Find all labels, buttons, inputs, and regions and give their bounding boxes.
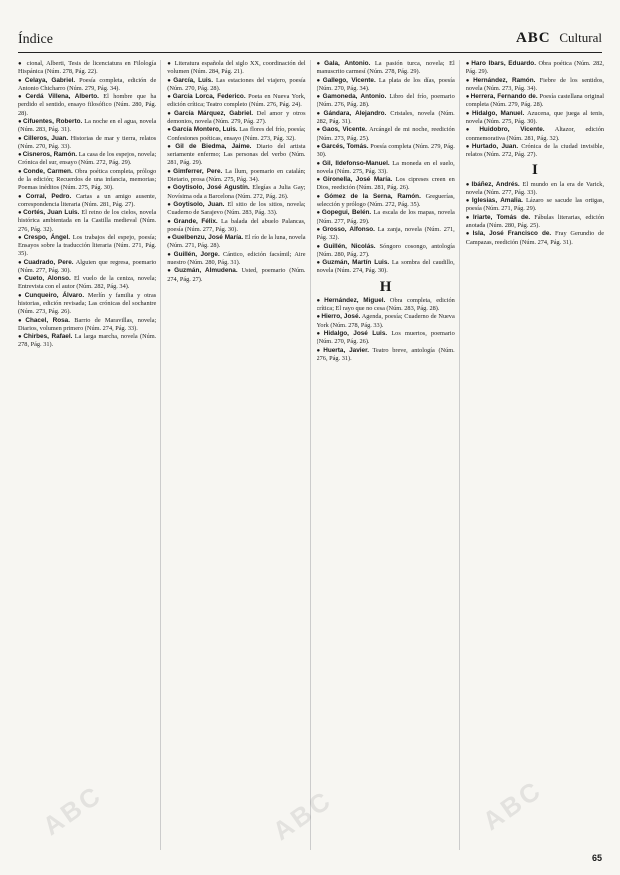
bullet-icon: ● [167,144,175,151]
bullet-icon: ● [465,110,471,117]
index-entry [167,93,305,109]
bullet-icon: ● [316,94,322,101]
bullet-icon: ● [18,77,24,84]
entry-text: Teatro breve, antología (Núm. 276, Pág. 31). [316,346,455,362]
index-entry [466,60,604,76]
index-entry [317,176,455,192]
index-entry [167,218,305,234]
index-entry [18,151,156,167]
bullet-icon: ● [18,152,22,159]
bullet-icon: ● [18,118,22,125]
index-entry [18,135,156,151]
index-entry [317,243,455,259]
index-entry [317,330,455,346]
bullet-icon: ● [316,347,323,354]
index-entry [466,197,604,213]
bullet-icon: ● [465,77,473,84]
bullet-icon: ● [316,193,324,200]
index-entry [18,209,156,233]
page-header [18,30,602,50]
page-number: 65 [591,853,602,863]
index-entry [18,333,156,349]
bullet-icon: ● [167,77,173,84]
entry-text: Libro del frío, poemario (Núm. 276, Pág. 28). [316,93,455,109]
entry-text: Lázaro se sacude las ortigas, poesía (Núm. 271, Pág. 29). [465,197,605,213]
index-entry [466,126,604,142]
entry-author: García, Luis. [173,76,213,84]
bullet-icon: ● [18,94,25,101]
entry-text: El hombre que ha perdido el sentido, ensayo filosófico (Núm. 280, Pág. 28). [18,93,157,117]
entry-author: Chirbes, Rafael. [23,333,73,341]
bullet-icon: ● [316,331,323,337]
entry-author: García Márquez, Gabriel. [173,109,254,117]
bullet-icon: ● [167,110,173,117]
watermark: ABC [37,779,108,842]
entry-text: La plata de los días, poesía (Núm. 270, Pág. 34). [316,76,455,92]
entry-author: Garcés, Tomás. [321,143,369,151]
bullet-icon: ● [316,110,323,117]
bullet-icon: ● [18,234,23,241]
entry-text: Greguerías, selección y prólogo (Núm. 272, Pág. 35). [316,192,455,209]
entry-text: Fray Gerundio de Campazas, reedición (Núm. 274, Pág. 31). [465,230,604,246]
entry-author: Cisneros, Ramón. [22,151,78,159]
index-column-1 [18,60,161,850]
index-entry [167,184,305,200]
index-entry [18,93,156,117]
entry-author: Cunqueiro, Álvaro. [24,291,85,299]
index-entry [18,275,156,291]
entry-author: Hurtado, Juan. [471,143,519,151]
entry-author: Cueto, Alonso. [24,275,71,283]
bullet-icon: ● [167,185,172,192]
index-entry [317,313,455,329]
entry-author: Gamoneda, Antonio. [322,93,387,101]
entry-author: Goytisolo, Juan. [173,201,225,209]
entry-author: Haro Ibars, Eduardo. [471,60,536,67]
entry-author: Corral, Pedro. [25,192,72,200]
entry-text: Elegías a Julia Gay; Novísima oda a Barcelona (Núm. 272, Pág. 26). [167,184,306,200]
index-entry [317,297,455,313]
entry-text: La moneda en el suelo, novela (Núm. 275, Pág. 33). [316,159,455,175]
entry-text: La balada del abuelo Palancas, poesía (Núm. 277, Pág. 30). [167,217,306,233]
index-entry [317,126,455,142]
entry-text: Agenda, poesía; Cuaderno de Nueva York (Núm. 278, Pág. 33). [316,313,455,329]
entry-author: Isla, José Francisco de. [472,230,552,238]
entry-author: Gallego, Vicente. [322,76,376,84]
brand-subsection: Cultural [559,30,602,45]
index-entry [317,60,455,76]
index-entry [466,214,604,230]
index-entry [167,168,305,184]
entry-author: Cilleros, Juan. [23,134,69,142]
entry-text: Las estaciones del viajero, poesía (Núm. 270, Pág. 28). [167,76,306,92]
entry-author: Goytisolo, José Agustín. [172,184,250,192]
entry-author: Gándara, Alejandro. [323,109,387,117]
bullet-icon: ● [465,94,470,101]
entry-text: La noche en el agua, novela (Núm. 283, Pág. 31). [18,117,157,134]
entry-author: Guzmán, Almudena. [174,267,238,275]
brand-block [516,30,602,47]
entry-author: Guzmán, Martín Luis. [322,259,390,267]
index-entry [18,317,156,333]
entry-author: Iriarte, Tomás de. [472,213,531,221]
index-entry [167,267,305,283]
index-entry [466,110,604,126]
entry-author: Guelbenzu, José María. [171,234,244,242]
entry-author: Celaya, Gabriel. [24,76,76,84]
entry-text: El río de la luna, novela (Núm. 271, Pág. 28). [167,234,306,250]
index-entry [466,77,604,93]
index-entry [466,181,604,197]
bullet-icon: ● [18,317,25,324]
entry-author: Gimferrer, Pere. [173,167,223,175]
entry-text: Los trabajos del espejo, poesía; Ensayos sobre la traducción literaria (Núm. 271, Pág. 35). [18,233,157,258]
entry-text: Diario del artista seriamente enfermo; Las personas del verbo (Núm. 281, Pág. 29). [167,143,306,167]
entry-author: Gil, Ildefonso-Manuel. [322,159,390,167]
index-entry [317,110,455,126]
entry-text: cional, Alberti, Tesis de licenciatura en Filología Hispánica (Núm. 278, Pág. 22). [18,60,157,76]
entry-author: Hidalgo, José Luis. [323,330,388,337]
entry-author: Guillén, Nicolás. [323,242,376,250]
entry-author: Hierro, José. [321,313,361,321]
entry-text: El sitio de los sitios, novela; Cuaderno de Sarajevo (Núm. 283, Pág. 33). [167,201,306,217]
entry-text: Fábulas literarias, edición anotada (Núm. 280, Pág. 25). [465,213,604,229]
index-entry [167,110,305,126]
entry-text: Crónica de la ciudad invisible, relatos (Núm. 272, Pág. 27). [465,143,605,159]
bullet-icon: ● [18,168,23,175]
bullet-icon: ● [167,218,173,225]
entry-text: Alguien que regresa, poemario (Núm. 277, Pág. 30). [18,258,157,274]
entry-author: Huerta, Javier. [323,346,369,354]
watermark: ABC [267,784,338,847]
entry-author: Grosso, Alfonso. [322,226,375,234]
index-entry [18,234,156,258]
entry-text: Los cipreses creen en Dios, reedición (Núm. 281, Pág. 26). [316,176,455,192]
index-entry [167,126,305,142]
index-entry [167,251,305,267]
entry-author: Gómez de la Serna, Ramón. [324,192,421,200]
bullet-icon: ● [167,268,174,275]
index-entry [18,77,156,93]
bullet-icon: ● [316,210,321,217]
entry-text: Las flores del frío, poesía; Confesiones poéticas, ensayo (Núm. 273, Pág. 32). [167,126,306,142]
index-entry [18,259,156,275]
bullet-icon: ● [18,135,23,142]
entry-text: Cristales, novela (Núm. 282, Pág. 31). [316,109,455,125]
entry-author: Iglesias, Amalia. [471,197,523,205]
bullet-icon: ● [18,259,23,266]
bullet-icon: ● [316,243,323,250]
entry-text: Obra poética completa, prólogo de la edición; Recuerdos de una infancia, memorias; Poemas inéditos (Núm. 275, Pág. 30). [18,167,157,192]
bullet-icon: ● [18,61,23,67]
bullet-icon: ● [18,334,23,341]
bullet-icon: ● [465,231,472,238]
index-entry [317,93,455,109]
bullet-icon: ● [465,127,479,134]
index-entry [167,60,305,76]
entry-author: Hernández, Miguel. [324,296,386,304]
entry-text: La escala de los mapas, novela (Núm. 277, Pág. 29). [316,209,455,225]
index-entry [317,77,455,93]
entry-text: La llum, poemario en catalán; Dietario, prosa (Núm. 275, Pág. 34). [167,167,306,183]
index-entry [18,118,156,134]
entry-text: La larga marcha, novela (Núm. 278, Pág. 31). [18,333,157,349]
bullet-icon: ● [465,181,471,188]
entry-author: Chacel, Rosa. [25,316,70,324]
index-entry [317,143,455,159]
bullet-icon: ● [465,144,471,151]
entry-author: Cifuentes, Roberto. [22,117,83,125]
entry-author: Crespo, Ángel. [23,233,71,241]
bullet-icon: ● [167,202,173,209]
bullet-icon: ● [167,127,171,134]
entry-text: Los muertos, poemario (Núm. 270, Pág. 26). [316,330,455,346]
bullet-icon: ● [316,177,322,184]
index-entry [18,193,156,209]
entry-text: Cántico, edición facsímil; Aire nuestro (Núm. 280, Pág. 31). [167,250,306,267]
entry-author: Conde, Carmen. [23,167,73,175]
entry-text: El mundo en la era de Varick, novela (Núm. 277, Pág. 33). [465,180,605,196]
entry-author: Hidalgo, Manuel. [471,109,525,117]
entry-text: Poesía completa, edición de Antonio Chicharro (Núm. 279, Pág. 34). [18,76,157,92]
index-entry [167,234,305,250]
section-title: Índice [18,32,53,47]
index-entry [18,60,156,76]
index-columns [18,60,608,850]
bullet-icon: ● [316,160,322,167]
entry-text: Merlín y familia y otras historias, edición revisada; Las crónicas del sochantre (Núm. 273, Pág. 26). [18,291,157,316]
entry-text: Arcángel de mi noche, reedición (Núm. 273, Pág. 25). [316,126,455,142]
index-entry [466,93,604,109]
index-entry [18,168,156,192]
entry-author: García Montero, Luis. [171,126,238,134]
entry-author: Hernández, Ramón. [473,76,536,84]
entry-text: Historias de mar y tierra, relatos (Núm. 270, Pág. 33). [18,134,157,150]
bullet-icon: ● [316,227,322,234]
bullet-icon: ● [167,94,172,101]
bullet-icon: ● [316,297,324,304]
entry-author: García Lorca, Federico. [172,93,246,101]
entry-author: Gaos, Vicente. [322,126,367,134]
bullet-icon: ● [465,61,471,67]
index-entry [317,347,455,363]
entry-author: Cuadrado, Pere. [23,258,74,266]
index-entry [466,230,604,246]
entry-author: Gala, Antonio. [324,60,371,67]
bullet-icon: ● [316,260,322,267]
entry-text: Sóngoro cosongo, antología (Núm. 280, Pág. 27). [316,242,455,258]
section-letter: I [531,162,538,179]
entry-author: Gil de Biedma, Jaime. [175,143,252,151]
index-entry [317,193,455,209]
entry-author: Cortés, Juan Luis. [23,209,80,217]
entry-text: Azucena, que juega al tenis, novela (Núm. 275, Pág. 30). [465,109,604,125]
bullet-icon: ● [316,77,322,84]
entry-author: Herrera, Fernando de. [470,93,538,101]
index-column-2 [167,60,310,850]
entry-text: Del amor y otros demonios, novela (Núm. 279, Pág. 27). [167,109,306,125]
entry-text: Barrio de Maravillas, novela; Diarios, volumen primero (Núm. 274, Pág. 33). [18,316,157,332]
index-entry [167,77,305,93]
index-column-4 [466,60,608,850]
section-letter: H [379,278,392,295]
bullet-icon: ● [316,127,322,134]
entry-text: La sombra del caudillo, novela (Núm. 274, Pág. 30). [316,259,455,275]
index-entry [317,160,455,176]
bullet-icon: ● [465,214,472,221]
bullet-icon: ● [18,193,25,200]
bullet-icon: ● [18,210,23,217]
bullet-icon: ● [316,144,321,151]
entry-text: Cartas a un amigo ausente, correspondencia literaria (Núm. 281, Pág. 27). [18,192,157,208]
entry-text: Fiebre de los sentidos, novela (Núm. 273, Pág. 34). [465,76,604,92]
brand-name: ABC [515,30,551,46]
entry-text: Obra poética (Núm. 282, Pág. 29). [465,60,605,76]
index-entry [317,209,455,225]
index-column-3 [317,60,460,850]
index-entry [466,143,604,159]
bullet-icon: ● [18,276,24,283]
index-entry [167,143,305,167]
bullet-icon: ● [167,61,172,67]
entry-text: La pasión turca, novela; El manuscrito carmesí (Núm. 278, Pág. 29). [316,60,455,76]
entry-author: Gironella, José María. [322,176,393,184]
entry-text: La zanja, novela (Núm. 271, Pág. 32). [316,226,455,242]
entry-text: El vuelo de la ceniza, novela; Entrevista con el autor (Núm. 282, Pág. 34). [18,275,157,291]
entry-text: La casa de los espejos, novela; Crónica del sur, ensayo (Núm. 272, Pág. 29). [18,151,157,167]
entry-text: Poesía castellana original completa (Núm. 279, Pág. 28). [465,93,605,109]
index-entry [18,292,156,316]
entry-author: Ibáñez, Andrés. [471,180,520,188]
entry-text: Obra completa, edición crítica; El rayo que no cesa (Núm. 283, Pág. 28). [316,296,455,312]
entry-text: El reino de los cielos, novela histórica ambientada en la Castilla medieval (Núm. 276, Pág. 32). [18,209,157,233]
bullet-icon: ● [167,251,173,258]
entry-author: Gopegui, Belén. [321,209,372,217]
bullet-icon: ● [167,235,171,242]
entry-text: Literatura española del siglo XX, coordinación del volumen (Núm. 284, Pág. 21). [167,60,306,76]
index-entry [317,226,455,242]
entry-text: Usted, poemario (Núm. 274, Pág. 27). [167,267,306,283]
bullet-icon: ● [316,314,321,321]
bullet-icon: ● [316,61,324,67]
entry-text: Poeta en Nueva York, edición crítica; Teatro completo (Núm. 276, Pág. 24). [167,93,306,109]
entry-text: Poesía completa (Núm. 279, Pág. 30). [316,143,455,159]
entry-author: Grande, Félix. [173,217,218,225]
index-entry [167,201,305,217]
entry-author: Guillén, Jorge. [173,250,220,258]
bullet-icon: ● [167,168,173,175]
watermark: ABC [477,774,548,837]
entry-author: Cerdá Villena, Alberto. [25,93,99,101]
bullet-icon: ● [465,198,471,205]
bullet-icon: ● [18,292,24,299]
entry-text: Altazor, edición conmemorativa (Núm. 281, Pág. 32). [465,126,605,142]
header-rule [18,52,602,53]
entry-author: Huidobro, Vicente. [479,126,545,134]
index-entry [317,259,455,275]
